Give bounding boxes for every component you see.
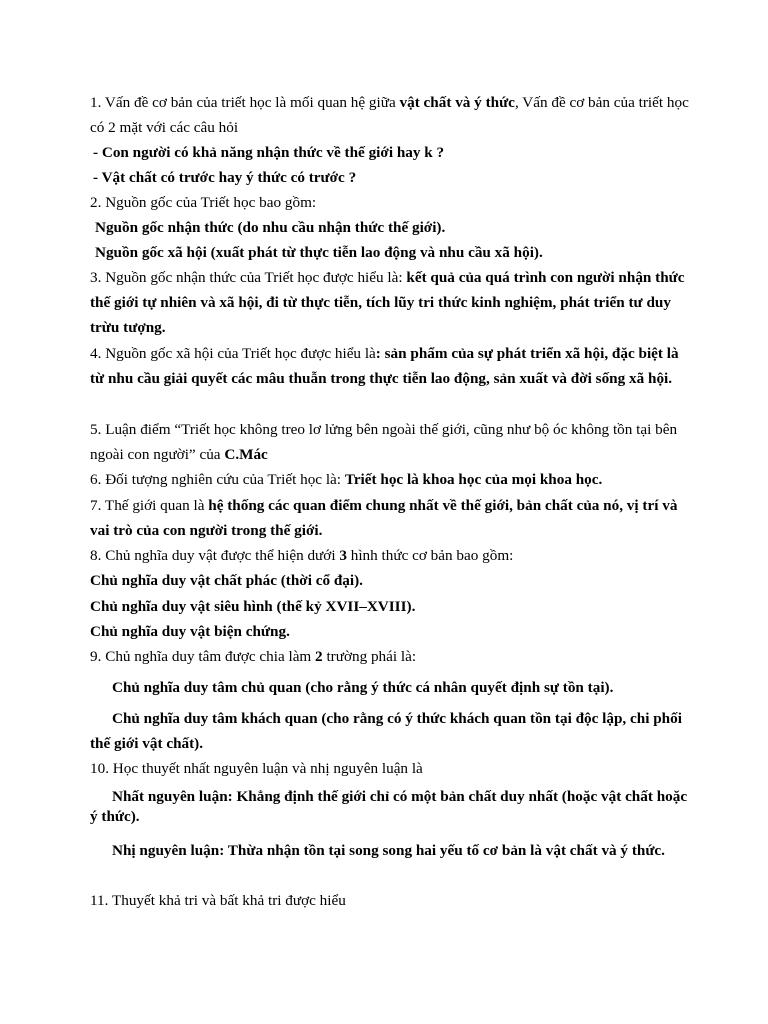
question-7-text: 7. Thế giới quan là	[90, 497, 209, 514]
question-5-answer: C.Mác	[224, 446, 268, 463]
question-4	[90, 341, 690, 391]
question-1-bullet-2: - Vật chất có trước hay ý thức có trước ?	[93, 169, 357, 186]
question-9: 9. Chủ nghĩa duy tâm được chia làm 2 trường phái là:	[90, 648, 417, 665]
question-8-answer-2: Chủ nghĩa duy vật siêu hình (thế kỷ XVII–XVIII).	[90, 598, 416, 615]
question-2: 2. Nguồn gốc của Triết học bao gồm:	[90, 194, 317, 211]
question-8-answer-3: Chủ nghĩa duy vật biện chứng.	[90, 623, 290, 640]
question-1	[90, 90, 690, 140]
question-8-count: 3	[339, 547, 347, 564]
question-2-answer-1: Nguồn gốc nhận thức (do nhu cầu nhận thức thế giới).	[95, 219, 446, 236]
question-3-text: 3. Nguồn gốc nhận thức của Triết học được hiểu là:	[90, 269, 407, 286]
question-10-answer-1: Nhất nguyên luận: Khẳng định thế giới chỉ có một bản chất duy nhất (hoặc vật chất hoặc ý thức).	[90, 788, 688, 825]
question-10: 10. Học thuyết nhất nguyên luận và nhị nguyên luận là	[90, 760, 423, 777]
question-9-answer-2: Chủ nghĩa duy tâm khách quan (cho rằng có ý thức khách quan tồn tại độc lập, chi phối thế giới vật chất).	[90, 710, 682, 752]
question-1-text: 1. Vấn đề cơ bản của triết học là mối quan hệ giữa	[90, 94, 400, 111]
question-2-answer-2: Nguồn gốc xã hội (xuất phát từ thực tiễn lao động và nhu cầu xã hội).	[95, 244, 543, 261]
question-5	[90, 417, 690, 467]
question-3	[90, 265, 690, 340]
question-1-bullet-1: - Con người có khả năng nhận thức về thế giới hay k ?	[93, 144, 445, 161]
question-8-answer-1: Chủ nghĩa duy vật chất phác (thời cổ đại).	[90, 572, 363, 589]
question-9-answer-1: Chủ nghĩa duy tâm chủ quan (cho rằng ý thức cá nhân quyết định sự tồn tại).	[112, 679, 614, 696]
question-1-answer: vật chất và ý thức	[399, 94, 515, 111]
question-11: 11. Thuyết khả tri và bất khả tri được hiểu	[90, 892, 346, 909]
question-9-count: 2	[315, 648, 323, 665]
question-10-answer-2: Nhị nguyên luận: Thừa nhận tồn tại song song hai yếu tố cơ bản là vật chất và ý thức.	[112, 842, 665, 859]
question-3-answer: kết quả của quá trình con người nhận thức thế giới tự nhiên và xã hội, đi từ thực tiễn, tích lũy tri thức kinh nghiệm, phát triển tư duy trừu tượng.	[90, 269, 685, 336]
question-5-text: 5. Luận điểm “Triết học không treo lơ lửng bên ngoài thế giới, cũng như bộ óc không tồn tại bên ngoài con người” của	[90, 421, 678, 463]
question-8: 8. Chủ nghĩa duy vật được thể hiện dưới 3 hình thức cơ bản bao gồm:	[90, 547, 514, 564]
question-4-text: 4. Nguồn gốc xã hội của Triết học được hiểu là	[90, 345, 376, 362]
question-6	[90, 467, 690, 492]
question-7	[90, 493, 690, 543]
question-4-answer: : sản phẩm của sự phát triển xã hội, đặc biệt là từ nhu cầu giải quyết các mâu thuẫn trong thực tiễn lao động, sản xuất và đời sống xã hội.	[90, 345, 679, 387]
question-1-text-cont: , Vấn đề cơ bản của triết học có 2 mặt với các câu hỏi	[90, 94, 689, 136]
question-6-answer: Triết học là khoa học của mọi khoa học.	[344, 471, 603, 488]
question-7-answer: hệ thống các quan điểm chung nhất về thế giới, bản chất của nó, vị trí và vai trò của con người trong thế giới.	[90, 497, 678, 539]
question-6-text: 6. Đối tượng nghiên cứu của Triết học là:	[90, 471, 345, 488]
